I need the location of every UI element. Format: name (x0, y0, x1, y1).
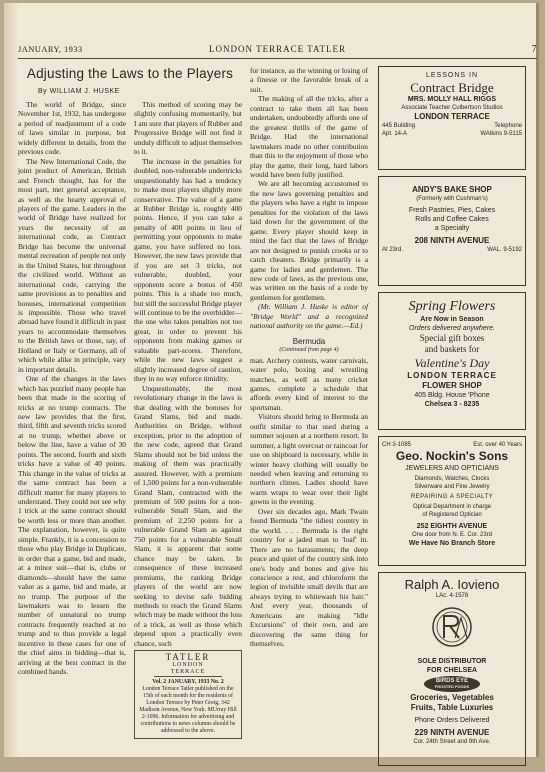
birds-eye-seal-icon: BIRDS EYE FROSTED FOODS (424, 676, 480, 692)
article-paragraph: Unquestionably, the most revolutionary change in the laws is that dealing with the bonuses for Grand Slams, bid and made. Authorities on Bridge, without exception, prior to the adoption of the new code, agreed that Grand Slams should not be bid unless the making of them was practically assured. However, with a premium of 1,500 points for a non-vulnerable Grand Slam, contracted with the premium of 500 points for a non-vulnerable Small Slam, and the premium of 2,250 points for a vulnerable Grand Slam as against 750 points for a vulnerable Small Slam, it is apparent that some chance may be taken. In consequence of these increased premiums, the ranking Bridge players of the world are now seeking to devise safe bidding methods to reach the Grand Slams which may be made without the loss of a trick, as well as those which depend upon a practically even chance, such (134, 383, 242, 648)
ad-text: Diamonds, Watches, Clocks (414, 476, 490, 482)
ad-text: Optical Department in charge (412, 504, 492, 510)
header-publication: LONDON TERRACE TATLER (209, 44, 346, 54)
ad-bake-shop (378, 176, 526, 286)
ad-text: LONDON TERRACE (407, 371, 497, 380)
article-header (18, 66, 242, 96)
masthead-title: TATLER (165, 652, 211, 662)
ad-text: Associate Teacher Culbertson Studios (401, 105, 503, 111)
ad-text: (Formerly with Cushman's) (416, 196, 488, 202)
ad-text: Orders delivered anywhere. (409, 325, 495, 332)
bermuda-heading: Bermuda (292, 336, 326, 346)
ad-headline: Contract Bridge (410, 80, 494, 95)
monogram-logo-icon (431, 606, 473, 648)
ad-text: REPAIRING A SPECIALTY (410, 494, 494, 500)
masthead-logo: LONDON TERRACE (154, 662, 222, 677)
article-paragraph: This method of scoring may be slightly confusing momentarily, but I am sure that players of Rubber and Progressive Bridge will not find it unduly difficult to adjust themselves to it. (134, 100, 242, 157)
ad-grocer (378, 572, 526, 766)
ad-text: Cor. 24th Street and 9th Ave. (413, 739, 491, 745)
ad-flower-shop (378, 292, 526, 430)
ad-text: 252 EIGHTH AVENUE (416, 523, 488, 530)
running-header (18, 44, 537, 56)
page-number: 7 (531, 44, 537, 55)
article-column-2 (134, 100, 242, 648)
ad-text: JEWELERS AND OPTICIANS (405, 465, 499, 472)
article-paragraph: We are all becoming accustomed to the new laws governing penalties and the players who have a right to impose penalties for the violation of the laws laid down for the government of the game. Every player should keep in mind the fact that the laws of Bridge are not designed to punish crooks or to catch cheaters. Bridge primarily is a game for ladies and gentlemen. The new code of laws, as the previous one, was written on the basis of a code by gentlemen for gentlemen. (250, 179, 368, 302)
bermuda-paragraph: Visitors should bring to Bermuda an outfit similar to that used during a summer sojourn at a northern resort. In summer, a light overcoat or raincoat for use on shipboard is necessary, while in winter heavy clothing will usually be needed when leaving and returning to northern climes. Ladies should have warm wraps to wear over their light gowns in the evening. (250, 412, 368, 507)
ad-text: Phone Orders Delivered (414, 717, 490, 724)
ad-text: Rolls and Coffee Cakes (415, 216, 489, 223)
ad-text: a Specialty (434, 225, 470, 232)
ad-jewelers (378, 436, 526, 566)
article-paragraph: The world of Bridge, since November 1st, 1932, has undergone a period of readjustment of a code of laws similar in purpose, but widely different in details, from the previous code. (18, 100, 126, 157)
ad-headline: Ralph A. Iovieno (404, 577, 500, 592)
masthead-box (134, 650, 242, 739)
masthead-info: London Terrace Tatler published on the 15th of each month for the residents of London Terrace by Peter Greig, 342 Madison Avenue, New York. MUrray Hill 2-1096. Information for advertising and contributions to news columns should be addressed to the above. (139, 686, 237, 734)
ad-text: WAtkins 9-5115 (480, 131, 522, 137)
header-date: JANUARY, 1933 (18, 44, 83, 54)
ad-text: FLOWER SHOP (422, 381, 482, 390)
ad-text: Special gift boxes (419, 333, 485, 343)
ad-text: FOR CHELSEA (426, 667, 478, 674)
ad-text: 445 Building (382, 123, 416, 129)
article-paragraph: One of the changes in the laws which has puzzled many people has been that made in the scoring of tricks at no trump contracts. The new law provides that the first, third, fifth and seventh tricks scored at no trump, whether above or below the line, have a value of 30 points. The second, fourth and sixth tricks have a value of 40 points. This change in the value of tricks at the same contract has been a difficult matter for many players to understand. They could not see why 1 trick at the same contract should be worth less or more than another. The explanation, however, is quite simple. Frankly, it is a concession to those who play Bridge in Duplicate, in order that a game, bid and made, at a minor suit—that is, clubs or diamonds—should have the same value as a game, bid and made, at no trump. The purpose of the lawmakers was to lessen the number of unnatural no trump contracts frequently reached at no trump and to thus provide a legal incentive in these cases for one of the chief aims in bidding—that is, arriving at the best contract in the combined hands. (18, 374, 126, 677)
ad-text: Est. over 40 Years (473, 442, 522, 448)
article-paragraph: The increase in the penalties for doubled, non-vulnerable undertricks unquestionably has had a tendency to make most players slightly more conservative. The value of a game at Rubber Bridge is, roughly 400 points. Hence, if you can take a penalty of 400 points in lieu of permitting your opponents to make game, you have suffered no loss. However, the new laws provide that if you are set 3 tricks, not vulnerable, doubled, your opponents score a bonus of 450 points. This is a shade too much, but still the successful Bridge player will continue to be the overbidder—the one who takes penalties not too great, in order to prevent his opponents from making games or valuable part-scores. Therefore, while the new laws suggest a slightly increased degree of caution, they in no way enforce timidity. (134, 156, 242, 384)
ad-headline: ANDY'S BAKE SHOP (412, 185, 492, 194)
ad-text: LONDON TERRACE (414, 112, 490, 121)
ad-text: One door from N. E. Cor. 23rd (411, 532, 493, 538)
ad-text: 229 NINTH AVENUE (414, 728, 490, 737)
article-paragraph: The New International Code, the joint product of American, British and French thought, has for the most part, met general acceptance, as well as the hearty approval of players of the game. Leaders in the world of Bridge have realized for years the necessity of an international code, as Contract Bridge has become the universal mental recreation of people not only in the United States, but throughout the civilized world. Without an international code, carrying the same provisions as to penalties and bonuses, international competition is impossible. Those who travel abroad have found it difficult in past years to accommodate themselves to the British laws or those, say, of Holland or Italy or Germany, all of which while alike in principle, vary in important details. (18, 156, 126, 374)
ad-text: Fruits, Table Luxuries (410, 703, 494, 712)
editor-note: (Mr. William J. Huske is editor of "Bridge World" and a recognized national authority on the game.—Ed.) (250, 302, 368, 331)
ad-text: of Registered Optician (422, 512, 482, 518)
ad-text: 405 Bldg. House 'Phone (414, 392, 490, 399)
ad-text: and baskets for (424, 344, 480, 354)
article-byline: By WILLIAM J. HUSKE (38, 88, 120, 95)
ad-text: Apt. 14-A (382, 131, 408, 137)
article-column-3 (250, 66, 368, 649)
ad-text: CH 3-1085 (382, 442, 412, 448)
ad-headline: Geo. Nockin's Sons (395, 449, 509, 463)
ad-text: 208 NINTH AVENUE (414, 236, 490, 245)
page-binding-edge (4, 3, 18, 757)
ad-text: Silverware and Fine Jewelry (414, 484, 490, 490)
article-column-1 (18, 100, 126, 677)
ad-text: Groceries, Vegetables (410, 693, 494, 702)
ad-text: Telephone (494, 123, 522, 129)
article-paragraph: The making of all the tricks, after a contract to take them all has been undertaken, undoubtedly affords one of the greatest thrills of the game of Bridge. Had the international lawmakers made no other contribution than this to the enjoyment of those who play the game, their long, hard labors would have been fully justified. (250, 94, 368, 179)
ad-text: Fresh Pastries, Pies, Cakes (408, 207, 496, 214)
ad-text: Are Now in Season (420, 316, 484, 323)
ad-text: Valentine's Day (414, 356, 490, 370)
masthead-volume: Vol. 2 JANUARY, 1933 No. 2 (152, 679, 224, 685)
ad-text: At 23rd. (382, 247, 404, 253)
bermuda-paragraph: man. Archery contests, water carnivals, water polo, boxing and wrestling matches, as well as many cricket games, complete a schedule that affords every kind of interest to the sportsman. (250, 355, 368, 412)
ad-text: WAL. 9-5192 (487, 247, 522, 253)
ad-contract-bridge (378, 66, 526, 170)
ad-text: MRS. MOLLY HALL RIGGS (407, 96, 497, 103)
ad-text: SOLE DISTRIBUTOR (417, 658, 487, 665)
ad-headline: Spring Flowers (408, 299, 496, 314)
bermuda-continued: (Continued from page 4) (279, 347, 339, 354)
article-paragraph: for instance, as the winning or losing of a finesse or the favorable break of a suit. (250, 66, 368, 94)
article-title: Adjusting the Laws to the Players (26, 66, 234, 81)
advertisements (378, 66, 526, 772)
ad-text: LAc. 4-1578 (435, 593, 469, 599)
ad-text: We Have No Branch Store (408, 540, 496, 547)
ad-text: LESSONS IN (425, 72, 478, 79)
header-rule (18, 58, 537, 59)
bermuda-paragraph: Over six decades ago, Mark Twain found Bermuda "the tidiest country in the world. . . . Bermuda is the right country for a jaded man to 'loaf' in. There are no harassments; the deep peace and quiet of the country sink into one's body and bones and give his conscience a rest, and chloroform the legion of invisible small devils that are always trying to whitewash his hair." And every year, thousands of Americans are making "Idle Excursions" of their own, and are discovering the same thing for themselves. (250, 506, 368, 649)
ad-text: Chelsea 3 - 8235 (424, 401, 480, 408)
